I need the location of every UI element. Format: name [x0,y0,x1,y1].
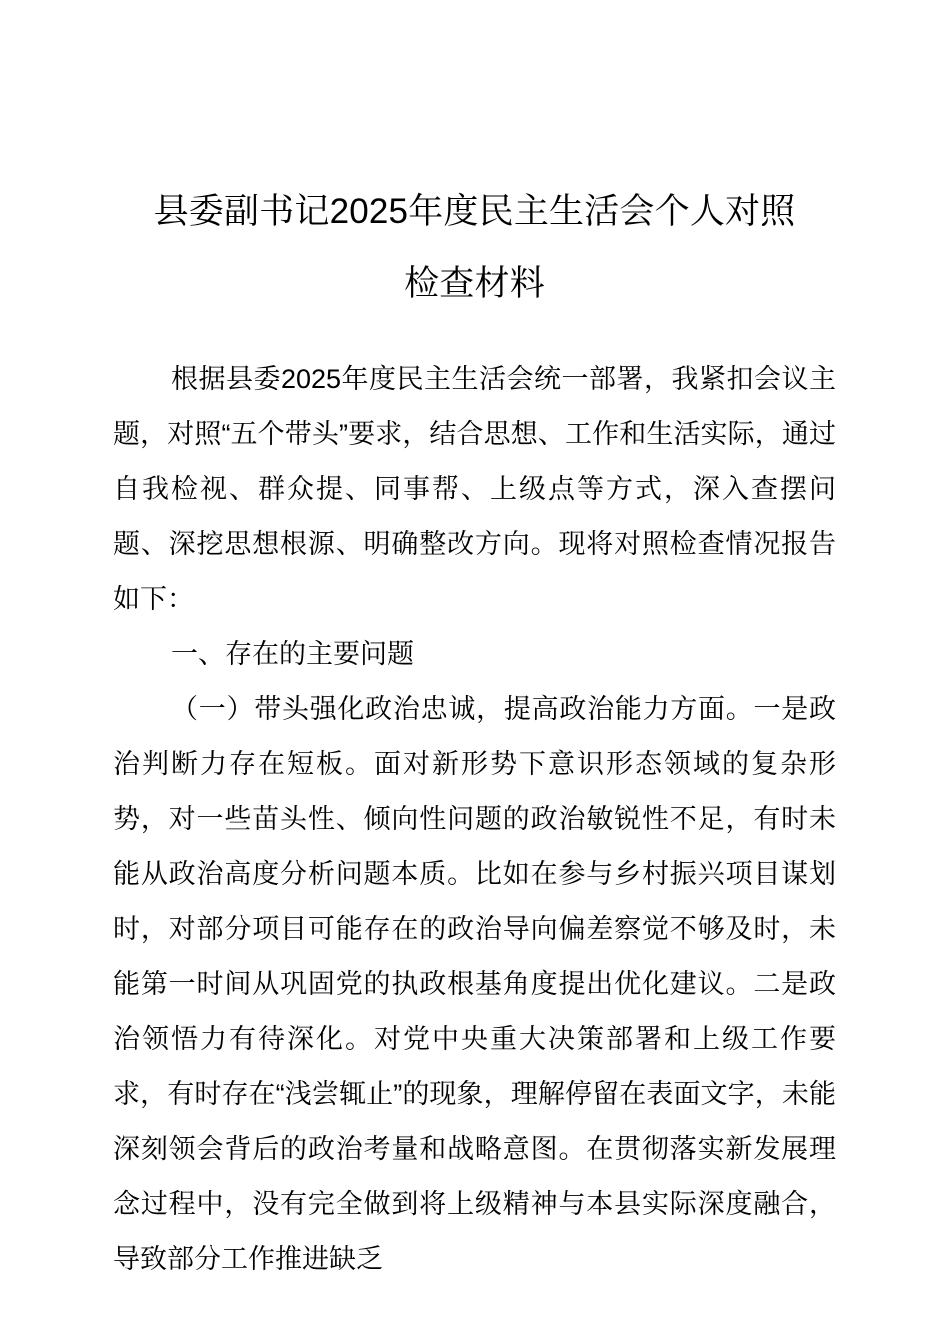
page-title-line-1: 县委副书记2025年度民主生活会个人对照 [153,192,796,231]
section-heading-existing-problems: 一、存在的主要问题 [171,639,414,669]
paragraph-intro: 根据县委2025年度民主生活会统一部署，我紧扣会议主题，对照“五个带头”要求，结合思想、工作和生活实际，通过自我检视、群众提、同事帮、上级点等方式，深入查摆问题、深挖思想根源、明确整改方向。现将对照检查情况报告如下： [113,364,836,614]
page-title [113,0,836,320]
document-body [113,0,836,1287]
page-title-line-2: 检查材料 [404,264,545,303]
paragraph-subsection-political-loyalty: （一）带头强化政治忠诚，提高政治能力方面。一是政治判断力存在短板。面对新形势下意识形态领域的复杂形势，对一些苗头性、倾向性问题的政治敏锐性不足，有时未能从政治高度分析问题本质。比如在参与乡村振兴项目谋划时，对部分项目可能存在的政治导向偏差察觉不够及时，未能第一时间从巩固党的执政根基角度提出优化建议。二是政治领悟力有待深化。对党中央重大决策部署和上级工作要求，有时存在“浅尝辄止”的现象，理解停留在表面文字，未能深刻领会背后的政治考量和战略意图。在贯彻落实新发展理念过程中，没有完全做到将上级精神与本县实际深度融合，导致部分工作推进缺乏 [113,694,836,1274]
